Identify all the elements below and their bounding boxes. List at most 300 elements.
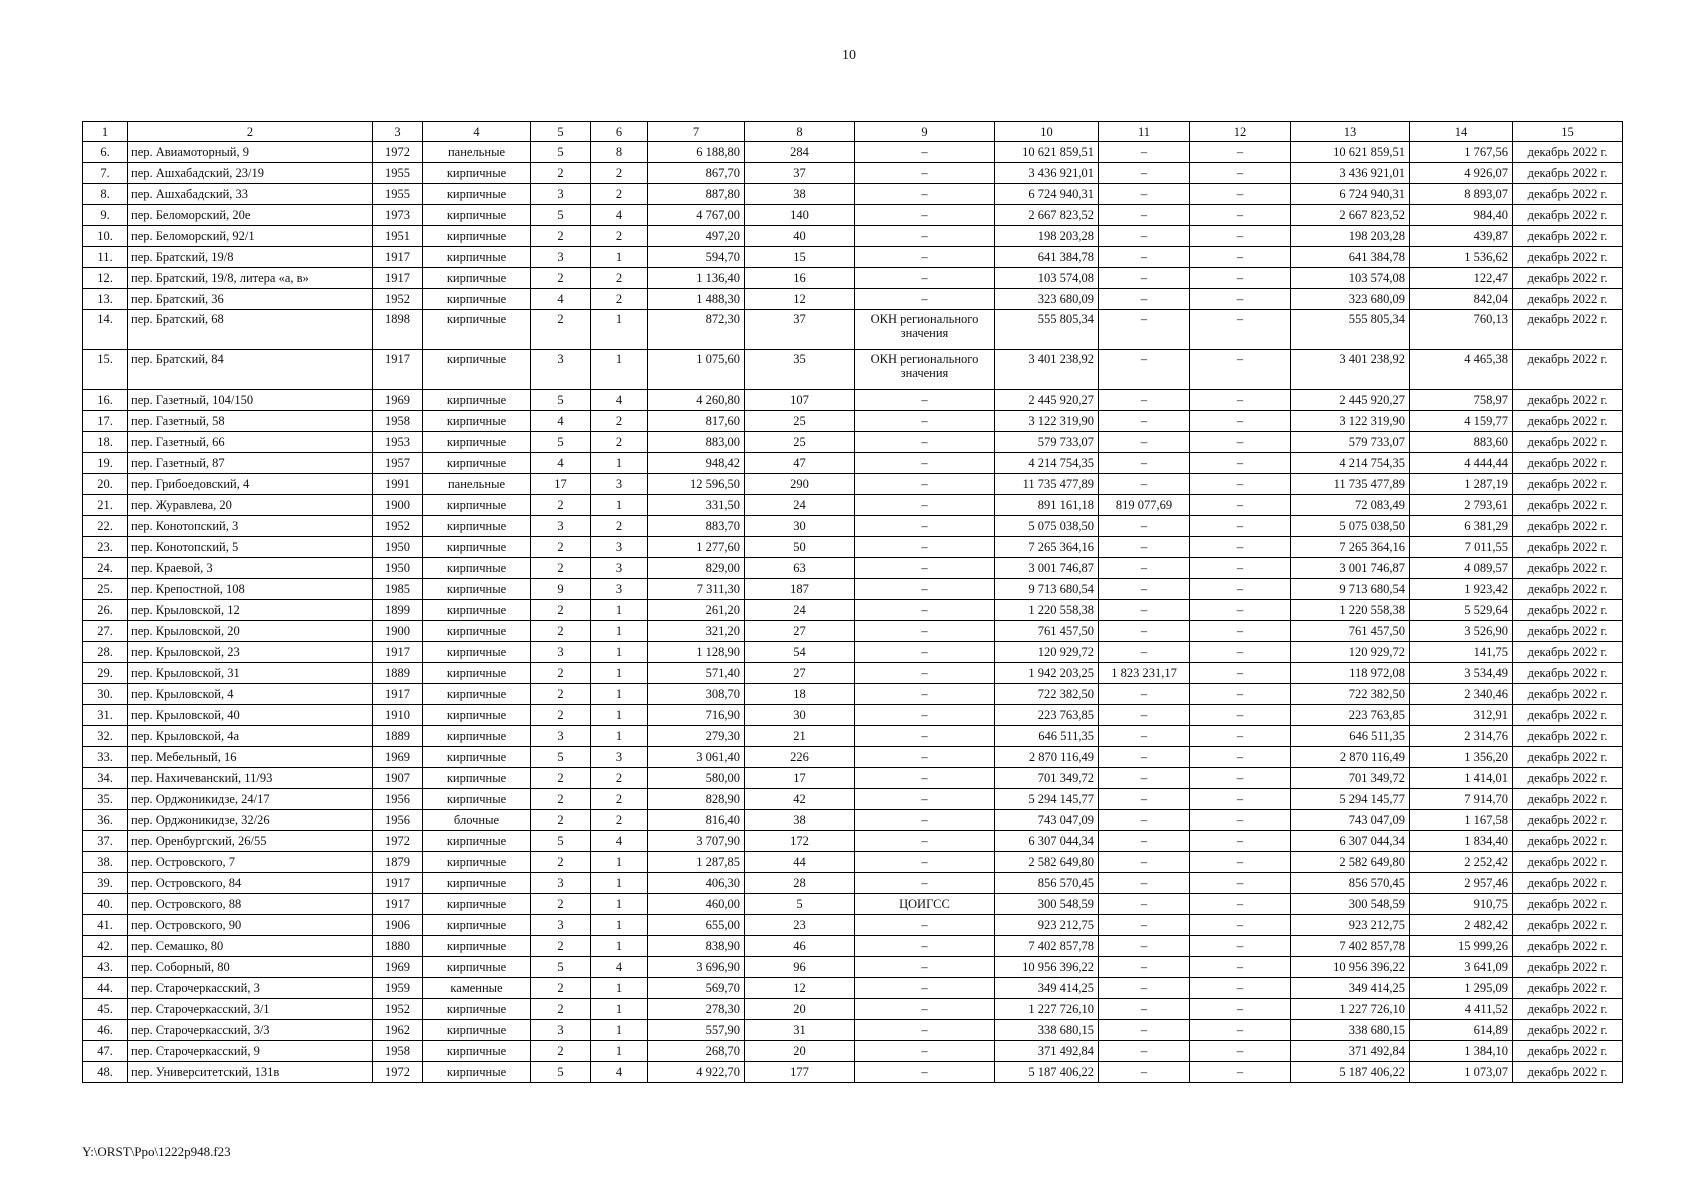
residents-cell: 177	[745, 1062, 855, 1083]
table-row	[83, 873, 1623, 894]
heritage-status-cell: –	[855, 852, 995, 873]
total-cost-cell: 323 680,09	[995, 289, 1099, 310]
cost-per-sqm-cell: 1 923,42	[1410, 579, 1513, 600]
address-cell: пер. Старочеркасский, 9	[128, 1041, 373, 1062]
cost-col-12-cell: –	[1190, 142, 1291, 163]
entrances-cell: 3	[591, 558, 648, 579]
cost-per-sqm-cell: 1 834,40	[1410, 831, 1513, 852]
residents-cell: 31	[745, 1020, 855, 1041]
wall-material-cell: кирпичные	[423, 226, 531, 247]
column-header: 12	[1190, 122, 1291, 142]
address-cell: пер. Журавлева, 20	[128, 495, 373, 516]
total-area-cell: 3 061,40	[648, 747, 745, 768]
heritage-status-cell: –	[855, 411, 995, 432]
deadline-cell: декабрь 2022 г.	[1513, 957, 1623, 978]
total-area-cell: 883,70	[648, 516, 745, 537]
address-cell: пер. Братский, 68	[128, 310, 373, 350]
cost-col-11-cell: –	[1099, 642, 1190, 663]
total-area-cell: 406,30	[648, 873, 745, 894]
year-built-cell: 1900	[373, 621, 423, 642]
cost-col-13-cell: 300 548,59	[1291, 894, 1410, 915]
entrances-cell: 1	[591, 936, 648, 957]
floors-cell: 2	[531, 537, 591, 558]
cost-col-13-cell: 6 307 044,34	[1291, 831, 1410, 852]
year-built-cell: 1917	[373, 684, 423, 705]
cost-col-13-cell: 198 203,28	[1291, 226, 1410, 247]
cost-per-sqm-cell: 4 411,52	[1410, 999, 1513, 1020]
year-built-cell: 1969	[373, 747, 423, 768]
cost-per-sqm-cell: 1 414,01	[1410, 768, 1513, 789]
cost-col-13-cell: 579 733,07	[1291, 432, 1410, 453]
cost-per-sqm-cell: 614,89	[1410, 1020, 1513, 1041]
deadline-cell: декабрь 2022 г.	[1513, 810, 1623, 831]
cost-col-12-cell: –	[1190, 978, 1291, 999]
cost-col-13-cell: 349 414,25	[1291, 978, 1410, 999]
table-row	[83, 642, 1623, 663]
address-cell: пер. Конотопский, 5	[128, 537, 373, 558]
floors-cell: 3	[531, 350, 591, 390]
total-area-cell: 1 277,60	[648, 537, 745, 558]
total-cost-cell: 5 075 038,50	[995, 516, 1099, 537]
cost-col-13-cell: 2 870 116,49	[1291, 747, 1410, 768]
heritage-status-cell: –	[855, 915, 995, 936]
residents-cell: 18	[745, 684, 855, 705]
cost-col-12-cell: –	[1190, 268, 1291, 289]
cost-col-11-cell: –	[1099, 411, 1190, 432]
total-area-cell: 497,20	[648, 226, 745, 247]
residents-cell: 290	[745, 474, 855, 495]
deadline-cell: декабрь 2022 г.	[1513, 621, 1623, 642]
residents-cell: 28	[745, 873, 855, 894]
cost-col-13-cell: 722 382,50	[1291, 684, 1410, 705]
heritage-status-cell: ОКН регионального значения	[855, 310, 995, 350]
wall-material-cell: кирпичные	[423, 268, 531, 289]
total-area-cell: 4 922,70	[648, 1062, 745, 1083]
residents-cell: 5	[745, 894, 855, 915]
row-number-cell: 38.	[83, 852, 128, 873]
deadline-cell: декабрь 2022 г.	[1513, 247, 1623, 268]
wall-material-cell: кирпичные	[423, 453, 531, 474]
row-number-cell: 26.	[83, 600, 128, 621]
deadline-cell: декабрь 2022 г.	[1513, 205, 1623, 226]
year-built-cell: 1917	[373, 894, 423, 915]
cost-col-12-cell: –	[1190, 1020, 1291, 1041]
total-area-cell: 817,60	[648, 411, 745, 432]
total-area-cell: 1 075,60	[648, 350, 745, 390]
column-header: 1	[83, 122, 128, 142]
deadline-cell: декабрь 2022 г.	[1513, 516, 1623, 537]
cost-col-13-cell: 1 227 726,10	[1291, 999, 1410, 1020]
cost-col-13-cell: 2 445 920,27	[1291, 390, 1410, 411]
residents-cell: 24	[745, 600, 855, 621]
row-number-cell: 27.	[83, 621, 128, 642]
cost-per-sqm-cell: 4 089,57	[1410, 558, 1513, 579]
column-header: 14	[1410, 122, 1513, 142]
heritage-status-cell: ЦОИГСС	[855, 894, 995, 915]
entrances-cell: 1	[591, 873, 648, 894]
wall-material-cell: кирпичные	[423, 852, 531, 873]
heritage-status-cell: –	[855, 831, 995, 852]
table-row	[83, 768, 1623, 789]
entrances-cell: 4	[591, 831, 648, 852]
table-row	[83, 289, 1623, 310]
heritage-status-cell: –	[855, 684, 995, 705]
deadline-cell: декабрь 2022 г.	[1513, 684, 1623, 705]
wall-material-cell: кирпичные	[423, 310, 531, 350]
total-area-cell: 816,40	[648, 810, 745, 831]
residents-cell: 17	[745, 768, 855, 789]
cost-col-11-cell: –	[1099, 621, 1190, 642]
row-number-cell: 37.	[83, 831, 128, 852]
cost-col-11-cell: –	[1099, 768, 1190, 789]
address-cell: пер. Крыловской, 12	[128, 600, 373, 621]
total-cost-cell: 3 401 238,92	[995, 350, 1099, 390]
row-number-cell: 12.	[83, 268, 128, 289]
floors-cell: 3	[531, 915, 591, 936]
residents-cell: 27	[745, 663, 855, 684]
address-cell: пер. Островского, 84	[128, 873, 373, 894]
table-row	[83, 432, 1623, 453]
residents-cell: 12	[745, 289, 855, 310]
heritage-status-cell: –	[855, 516, 995, 537]
year-built-cell: 1898	[373, 310, 423, 350]
entrances-cell: 2	[591, 289, 648, 310]
total-area-cell: 331,50	[648, 495, 745, 516]
total-cost-cell: 120 929,72	[995, 642, 1099, 663]
row-number-cell: 43.	[83, 957, 128, 978]
total-area-cell: 7 311,30	[648, 579, 745, 600]
table-row	[83, 495, 1623, 516]
address-cell: пер. Старочеркасский, 3/1	[128, 999, 373, 1020]
year-built-cell: 1972	[373, 142, 423, 163]
row-number-cell: 17.	[83, 411, 128, 432]
cost-col-13-cell: 555 805,34	[1291, 310, 1410, 350]
address-cell: пер. Крыловской, 31	[128, 663, 373, 684]
total-cost-cell: 10 621 859,51	[995, 142, 1099, 163]
table-row	[83, 579, 1623, 600]
wall-material-cell: панельные	[423, 474, 531, 495]
total-cost-cell: 1 220 558,38	[995, 600, 1099, 621]
table-row	[83, 810, 1623, 831]
residents-cell: 63	[745, 558, 855, 579]
cost-col-12-cell: –	[1190, 621, 1291, 642]
entrances-cell: 2	[591, 163, 648, 184]
heritage-status-cell: –	[855, 768, 995, 789]
deadline-cell: декабрь 2022 г.	[1513, 978, 1623, 999]
table-row	[83, 537, 1623, 558]
cost-col-13-cell: 338 680,15	[1291, 1020, 1410, 1041]
entrances-cell: 1	[591, 310, 648, 350]
address-cell: пер. Крыловской, 4	[128, 684, 373, 705]
deadline-cell: декабрь 2022 г.	[1513, 705, 1623, 726]
cost-col-11-cell: –	[1099, 1020, 1190, 1041]
cost-col-11-cell: –	[1099, 978, 1190, 999]
total-area-cell: 887,80	[648, 184, 745, 205]
total-area-cell: 308,70	[648, 684, 745, 705]
address-cell: пер. Семашко, 80	[128, 936, 373, 957]
cost-col-13-cell: 118 972,08	[1291, 663, 1410, 684]
cost-per-sqm-cell: 4 444,44	[1410, 453, 1513, 474]
entrances-cell: 1	[591, 684, 648, 705]
total-cost-cell: 103 574,08	[995, 268, 1099, 289]
cost-col-11-cell: –	[1099, 205, 1190, 226]
cost-per-sqm-cell: 1 767,56	[1410, 142, 1513, 163]
row-number-cell: 31.	[83, 705, 128, 726]
cost-col-12-cell: –	[1190, 226, 1291, 247]
cost-col-13-cell: 9 713 680,54	[1291, 579, 1410, 600]
page-number: 10	[842, 48, 856, 63]
row-number-cell: 39.	[83, 873, 128, 894]
total-cost-cell: 5 187 406,22	[995, 1062, 1099, 1083]
residents-cell: 15	[745, 247, 855, 268]
row-number-cell: 23.	[83, 537, 128, 558]
cost-col-11-cell: –	[1099, 999, 1190, 1020]
year-built-cell: 1910	[373, 705, 423, 726]
address-cell: пер. Конотопский, 3	[128, 516, 373, 537]
cost-col-13-cell: 1 220 558,38	[1291, 600, 1410, 621]
total-cost-cell: 2 667 823,52	[995, 205, 1099, 226]
heritage-status-cell: –	[855, 163, 995, 184]
cost-col-11-cell: –	[1099, 705, 1190, 726]
cost-col-12-cell: –	[1190, 350, 1291, 390]
table-row	[83, 915, 1623, 936]
floors-cell: 2	[531, 163, 591, 184]
wall-material-cell: кирпичные	[423, 1020, 531, 1041]
year-built-cell: 1956	[373, 810, 423, 831]
total-cost-cell: 1 942 203,25	[995, 663, 1099, 684]
entrances-cell: 2	[591, 184, 648, 205]
row-number-cell: 44.	[83, 978, 128, 999]
deadline-cell: декабрь 2022 г.	[1513, 226, 1623, 247]
deadline-cell: декабрь 2022 г.	[1513, 1020, 1623, 1041]
cost-col-13-cell: 371 492,84	[1291, 1041, 1410, 1062]
total-area-cell: 4 767,00	[648, 205, 745, 226]
table-row	[83, 747, 1623, 768]
entrances-cell: 1	[591, 453, 648, 474]
floors-cell: 2	[531, 978, 591, 999]
year-built-cell: 1958	[373, 411, 423, 432]
deadline-cell: декабрь 2022 г.	[1513, 310, 1623, 350]
table-row	[83, 163, 1623, 184]
wall-material-cell: блочные	[423, 810, 531, 831]
year-built-cell: 1917	[373, 247, 423, 268]
cost-col-11-cell: –	[1099, 268, 1190, 289]
table-row	[83, 411, 1623, 432]
cost-per-sqm-cell: 2 957,46	[1410, 873, 1513, 894]
cost-per-sqm-cell: 1 536,62	[1410, 247, 1513, 268]
cost-col-11-cell: –	[1099, 1062, 1190, 1083]
entrances-cell: 1	[591, 726, 648, 747]
floors-cell: 2	[531, 999, 591, 1020]
cost-per-sqm-cell: 883,60	[1410, 432, 1513, 453]
deadline-cell: декабрь 2022 г.	[1513, 537, 1623, 558]
cost-col-12-cell: –	[1190, 558, 1291, 579]
residents-cell: 140	[745, 205, 855, 226]
total-cost-cell: 646 511,35	[995, 726, 1099, 747]
cost-col-11-cell: –	[1099, 310, 1190, 350]
total-cost-cell: 3 436 921,01	[995, 163, 1099, 184]
entrances-cell: 2	[591, 268, 648, 289]
floors-cell: 2	[531, 936, 591, 957]
floors-cell: 5	[531, 1062, 591, 1083]
wall-material-cell: кирпичные	[423, 894, 531, 915]
year-built-cell: 1879	[373, 852, 423, 873]
address-cell: пер. Братский, 36	[128, 289, 373, 310]
heritage-status-cell: –	[855, 142, 995, 163]
residents-cell: 50	[745, 537, 855, 558]
total-area-cell: 1 128,90	[648, 642, 745, 663]
cost-col-11-cell: –	[1099, 852, 1190, 873]
address-cell: пер. Газетный, 104/150	[128, 390, 373, 411]
address-cell: пер. Авиамоторный, 9	[128, 142, 373, 163]
heritage-status-cell: –	[855, 579, 995, 600]
residents-cell: 25	[745, 432, 855, 453]
year-built-cell: 1952	[373, 289, 423, 310]
wall-material-cell: кирпичные	[423, 205, 531, 226]
deadline-cell: декабрь 2022 г.	[1513, 558, 1623, 579]
entrances-cell: 1	[591, 663, 648, 684]
row-number-cell: 30.	[83, 684, 128, 705]
entrances-cell: 1	[591, 1041, 648, 1062]
cost-col-11-cell: –	[1099, 831, 1190, 852]
floors-cell: 2	[531, 852, 591, 873]
wall-material-cell: кирпичные	[423, 768, 531, 789]
address-cell: пер. Газетный, 87	[128, 453, 373, 474]
year-built-cell: 1950	[373, 537, 423, 558]
residents-cell: 25	[745, 411, 855, 432]
cost-col-12-cell: –	[1190, 432, 1291, 453]
wall-material-cell: каменные	[423, 978, 531, 999]
total-cost-cell: 223 763,85	[995, 705, 1099, 726]
cost-col-11-cell: –	[1099, 747, 1190, 768]
cost-per-sqm-cell: 842,04	[1410, 289, 1513, 310]
cost-col-13-cell: 2 667 823,52	[1291, 205, 1410, 226]
column-header: 2	[128, 122, 373, 142]
floors-cell: 2	[531, 558, 591, 579]
residents-cell: 172	[745, 831, 855, 852]
cost-col-12-cell: –	[1190, 789, 1291, 810]
cost-col-12-cell: –	[1190, 663, 1291, 684]
residents-cell: 46	[745, 936, 855, 957]
address-cell: пер. Островского, 88	[128, 894, 373, 915]
total-area-cell: 948,42	[648, 453, 745, 474]
column-header: 4	[423, 122, 531, 142]
address-cell: пер. Старочеркасский, 3	[128, 978, 373, 999]
total-area-cell: 1 488,30	[648, 289, 745, 310]
total-cost-cell: 7 265 364,16	[995, 537, 1099, 558]
table-row	[83, 453, 1623, 474]
table-row	[83, 205, 1623, 226]
cost-per-sqm-cell: 141,75	[1410, 642, 1513, 663]
residents-cell: 44	[745, 852, 855, 873]
deadline-cell: декабрь 2022 г.	[1513, 453, 1623, 474]
heritage-status-cell: –	[855, 453, 995, 474]
heritage-status-cell: –	[855, 600, 995, 621]
deadline-cell: декабрь 2022 г.	[1513, 411, 1623, 432]
year-built-cell: 1972	[373, 831, 423, 852]
address-cell: пер. Крыловской, 4а	[128, 726, 373, 747]
entrances-cell: 4	[591, 1062, 648, 1083]
table-row	[83, 663, 1623, 684]
heritage-status-cell: –	[855, 537, 995, 558]
cost-per-sqm-cell: 6 381,29	[1410, 516, 1513, 537]
residents-cell: 30	[745, 516, 855, 537]
residents-cell: 37	[745, 310, 855, 350]
cost-col-11-cell: –	[1099, 474, 1190, 495]
entrances-cell: 1	[591, 621, 648, 642]
cost-per-sqm-cell: 4 159,77	[1410, 411, 1513, 432]
table-row	[83, 957, 1623, 978]
cost-col-13-cell: 923 212,75	[1291, 915, 1410, 936]
cost-per-sqm-cell: 984,40	[1410, 205, 1513, 226]
entrances-cell: 2	[591, 789, 648, 810]
heritage-status-cell: –	[855, 873, 995, 894]
floors-cell: 3	[531, 516, 591, 537]
row-number-cell: 46.	[83, 1020, 128, 1041]
total-area-cell: 1 287,85	[648, 852, 745, 873]
row-number-cell: 13.	[83, 289, 128, 310]
deadline-cell: декабрь 2022 г.	[1513, 726, 1623, 747]
address-cell: пер. Университетский, 131в	[128, 1062, 373, 1083]
total-cost-cell: 6 724 940,31	[995, 184, 1099, 205]
cost-col-12-cell: –	[1190, 495, 1291, 516]
total-area-cell: 6 188,80	[648, 142, 745, 163]
wall-material-cell: кирпичные	[423, 915, 531, 936]
floors-cell: 5	[531, 432, 591, 453]
address-cell: пер. Старочеркасский, 3/3	[128, 1020, 373, 1041]
year-built-cell: 1880	[373, 936, 423, 957]
cost-col-12-cell: –	[1190, 247, 1291, 268]
table-row	[83, 1062, 1623, 1083]
cost-col-12-cell: –	[1190, 411, 1291, 432]
residents-cell: 226	[745, 747, 855, 768]
year-built-cell: 1917	[373, 873, 423, 894]
residents-cell: 23	[745, 915, 855, 936]
residents-cell: 16	[745, 268, 855, 289]
total-cost-cell: 198 203,28	[995, 226, 1099, 247]
entrances-cell: 2	[591, 432, 648, 453]
deadline-cell: декабрь 2022 г.	[1513, 789, 1623, 810]
address-cell: пер. Мебельный, 16	[128, 747, 373, 768]
floors-cell: 3	[531, 184, 591, 205]
file-path: Y:\ORST\Ppo\1222p948.f23	[82, 1144, 231, 1159]
row-number-cell: 11.	[83, 247, 128, 268]
column-header: 13	[1291, 122, 1410, 142]
floors-cell: 2	[531, 226, 591, 247]
year-built-cell: 1969	[373, 390, 423, 411]
cost-per-sqm-cell: 7 914,70	[1410, 789, 1513, 810]
year-built-cell: 1906	[373, 915, 423, 936]
total-cost-cell: 923 212,75	[995, 915, 1099, 936]
cost-col-13-cell: 3 001 746,87	[1291, 558, 1410, 579]
cost-per-sqm-cell: 3 534,49	[1410, 663, 1513, 684]
cost-col-13-cell: 11 735 477,89	[1291, 474, 1410, 495]
cost-col-13-cell: 3 122 319,90	[1291, 411, 1410, 432]
total-cost-cell: 9 713 680,54	[995, 579, 1099, 600]
cost-col-12-cell: –	[1190, 390, 1291, 411]
address-cell: пер. Братский, 84	[128, 350, 373, 390]
total-area-cell: 716,90	[648, 705, 745, 726]
row-number-cell: 16.	[83, 390, 128, 411]
row-number-cell: 45.	[83, 999, 128, 1020]
address-cell: пер. Крыловской, 23	[128, 642, 373, 663]
floors-cell: 4	[531, 453, 591, 474]
residents-cell: 30	[745, 705, 855, 726]
wall-material-cell: кирпичные	[423, 1062, 531, 1083]
residents-cell: 24	[745, 495, 855, 516]
heritage-status-cell: –	[855, 978, 995, 999]
residents-cell: 37	[745, 163, 855, 184]
